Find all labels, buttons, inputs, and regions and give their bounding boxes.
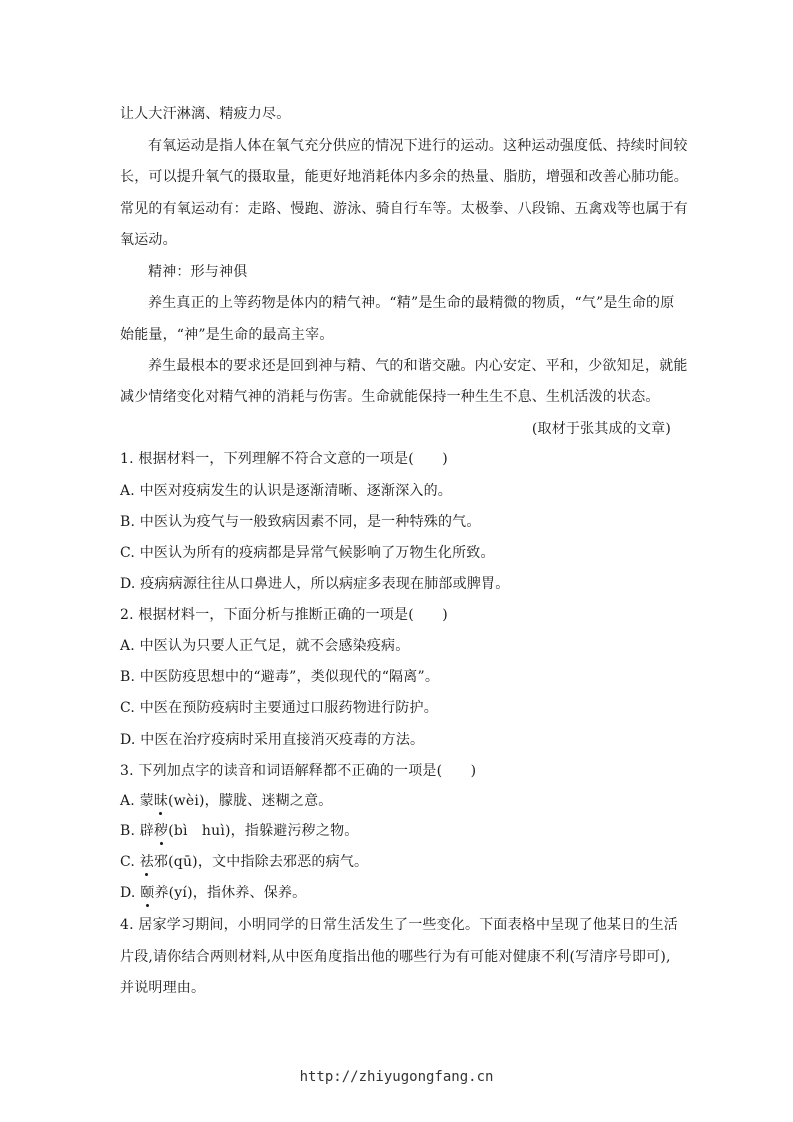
option-text: (bì huì)，指躲避污秽之物。 bbox=[168, 823, 359, 839]
question-3-option-d bbox=[120, 882, 306, 902]
question-3-option-a bbox=[120, 790, 333, 810]
question-2-stem: 2. 根据材料一，下面分析与推断正确的一项是( ) bbox=[120, 607, 448, 623]
passage-line: 减少情绪变化对精气神的消耗与伤害。生命就能保持一种生生不息、生机活泼的状态。 bbox=[120, 389, 660, 405]
option-prefix: B. 辟 bbox=[120, 823, 154, 839]
question-3-stem: 3. 下列加点字的读音和词语解释都不正确的一项是( ) bbox=[120, 763, 477, 779]
question-2-option-b: B. 中医防疫思想中的“避毒”，类似现代的“隔离”。 bbox=[120, 669, 440, 685]
passage-line: 让人大汗淋漓、精疲力尽。 bbox=[120, 106, 291, 122]
passage-line: 养生最根本的要求还是回到神与精、气的和谐交融。内心安定、平和，少欲知足，就能 bbox=[148, 358, 688, 374]
passage-line: 始能量，“神”是生命的最高主宰。 bbox=[120, 327, 334, 343]
section-heading: 精神：形与神俱 bbox=[148, 264, 248, 280]
question-1-option-c: C. 中医认为所有的疫病都是异常气候影响了万物生化所致。 bbox=[120, 545, 495, 561]
footer-url: http://zhiyugongfang.cn bbox=[299, 1069, 494, 1085]
question-1-option-d: D. 疫病病源往往从口鼻进人，所以病症多表现在肺部或脾胃。 bbox=[120, 576, 510, 592]
question-4-stem: 片段,请你结合两则材料,从中医角度指出他的哪些行为有可能对健康不利(写清序号即可), bbox=[120, 949, 671, 965]
question-2-option-d: D. 中医在治疗疫病时采用直接消灭疫毒的方法。 bbox=[120, 732, 425, 748]
passage-line: 氧运动。 bbox=[120, 232, 177, 248]
question-1-option-b: B. 中医认为疫气与一般致病因素不同，是一种特殊的气。 bbox=[120, 514, 481, 530]
passage-line: 养生真正的上等药物是体内的精气神。“精”是生命的最精微的物质，“气”是生命的原 bbox=[148, 295, 675, 311]
question-4-stem: 并说明理由。 bbox=[120, 980, 206, 996]
question-2-option-a: A. 中医认为只要人正气足，就不会感染疫病。 bbox=[120, 638, 410, 654]
source-citation: (取材于张其成的文章) bbox=[531, 421, 671, 437]
dotted-character: 颐 bbox=[140, 882, 154, 902]
question-2-option-c: C. 中医在预防疫病时主要通过口服药物进行防护。 bbox=[120, 700, 438, 716]
passage-line: 长，可以提升氧气的摄取量，能更好地消耗体内多余的热量、脂肪，增强和改善心肺功能。 bbox=[120, 169, 688, 185]
dotted-character: 昧 bbox=[154, 790, 168, 810]
dotted-character: 祛 bbox=[140, 851, 154, 871]
option-text: (wèi)，朦胧、迷糊之意。 bbox=[168, 793, 333, 809]
option-prefix: A. 蒙 bbox=[120, 793, 154, 809]
question-3-option-c bbox=[120, 851, 368, 871]
dotted-character: 秽 bbox=[154, 820, 168, 840]
question-3-option-b bbox=[120, 820, 358, 840]
option-text: 邪(qū)，文中指除去邪恶的病气。 bbox=[153, 854, 369, 870]
question-1-stem: 1. 根据材料一，下列理解不符合文意的一项是( ) bbox=[120, 451, 448, 467]
passage-line: 有氧运动是指人体在氧气充分供应的情况下进行的运动。这种运动强度低、持续时间较 bbox=[148, 138, 688, 154]
question-4-stem: 4. 居家学习期间，小明同学的日常生活发生了一些变化。下面表格中呈现了他某日的生活 bbox=[120, 917, 679, 933]
passage-line: 常见的有氧运动有：走路、慢跑、游泳、骑自行车等。太极拳、八段锦、五禽戏等也属于有 bbox=[120, 201, 688, 217]
option-prefix: D. bbox=[120, 885, 141, 901]
option-prefix: C. bbox=[120, 854, 140, 870]
option-text: 养(yí)，指休养、保养。 bbox=[154, 885, 307, 901]
question-1-option-a: A. 中医对疫病发生的认识是逐渐清晰、逐渐深入的。 bbox=[120, 483, 453, 499]
